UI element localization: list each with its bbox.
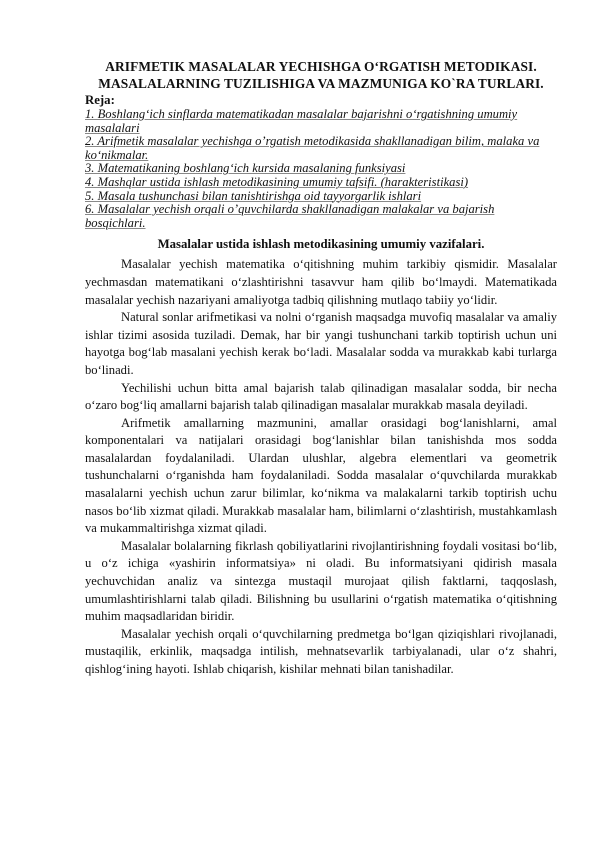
- document-title: [79, 58, 563, 92]
- plan-item: 4. Mashqlar ustida ishlash metodikasining umumiy tafsifi. (harakteristikasi): [85, 174, 469, 189]
- body-paragraph: Masalalar yechish matematika o‘qitishning muhim tarkibiy qismidir. Masalalar yechmasdan matematikani o‘zlashtirishni tasavvur ham qilib bo‘lmaydi. Matematikada masalalar yechish nazariyani amaliyotga tadbiq qilishning mutlaqo tabiiy yo‘lidir.: [85, 257, 557, 307]
- body-paragraph: Yechilishi uchun bitta amal bajarish talab qilinadigan masalalar sodda, bir necha o‘zaro bog‘liq amallarni bajarish talab qilinadigan masalalar murakkab masala deyiladi.: [85, 380, 557, 413]
- document-page: [85, 58, 557, 679]
- plan-item: 2. Arifmetik masalalar yechishga o’rgatish metodikasida shakllanadigan bilim, malaka va ko‘nikmalar.: [85, 134, 540, 162]
- plan-item: 1. Boshlang‘ich sinflarda matematikadan masalalar bajarishni o‘rgatishning umumiy masalalari: [85, 107, 518, 135]
- body-paragraph: Natural sonlar arifmetikasi va nolni o‘rganish maqsadga muvofiq masalalar va amaliy ishlar tizimi asosida tuziladi. Demak, har bir yangi tushunchani tarkib toptirish uchun uni hayotga bog‘lab masalani yechish kerak bo‘ladi. Masalalar sodda va murakkab kabi turlarga bo‘linadi.: [85, 310, 557, 377]
- plan-item: 6. Masalalar yechish orqali o’quvchilarda shakllanadigan malakalar va bajarish bosqichlari.: [85, 202, 495, 230]
- title-line-1: ARIFMETIK MASALALAR YECHISHGA O‘RGATISH METODIKASI.: [105, 59, 537, 74]
- plan-label: Reja:: [85, 93, 115, 107]
- body-paragraph: Masalalar bolalarning fikrlash qobiliyatlarini rivojlantirishning foydali vositasi bo‘lib, u o‘z ichiga «yashirin informatsiya» ni oladi. Bu informatsiyani qidirish masala yechuvchidan analiz va sintezga mustaqil murojaat qilish faktlarni, taqqoslash, umumlashtirishlarni talab qiladi. Bilishning bu usullarini o‘rgatish matematika o‘qitishning muhim maqsadlaridan biridir.: [85, 538, 557, 624]
- title-line-2: MASALALARNING TUZILISHIGA VA MAZMUNIGA KO`RA TURLARI.: [98, 76, 544, 91]
- plan-item: 3. Matematikaning boshlang‘ich kursida masalaning funksiyasi: [85, 161, 406, 176]
- plan-item: 5. Masala tushunchasi bilan tanishtirishga oid tayyorgarlik ishlari: [85, 188, 422, 203]
- section-heading: Masalalar ustida ishlash metodikasining umumiy vazifalari.: [157, 237, 485, 252]
- body-paragraph: Arifmetik amallarning mazmunini, amallar orasidagi bog‘lanishlarni, amal komponentalari va natijalari orasidagi bog‘lanishlar bilan tanishishda mos sodda masalalardan foydalaniladi. Ulardan ulushlar, algebra elementlari va geometrik tushunchalarni o‘rganishda ham foydalaniladi. Sodda masalalar o‘quvchilarda murakkab masalalarni yechish uchun zarur bilimlar, ko‘nikma va malakalarni tarkib toptirish uchu nasos bo‘lib xizmat qiladi. Murakkab masalalar ham, bilimlarni o‘zlashtirish, mustahkamlash va mukammaltirishga xizmat qiladi.: [85, 415, 557, 536]
- body-paragraph: Masalalar yechish orqali o‘quvchilarning predmetga bo‘lgan qiziqishlari rivojlanadi, mustaqilik, erkinlik, maqsadga intilish, mehnatsevarlik tarbiyalanadi, ular o‘z shahri, qishlog‘ining hayoti. Ishlab chiqarish, kishilar mehnati bilan tanishadilar.: [85, 626, 557, 676]
- plan-list: [85, 108, 557, 230]
